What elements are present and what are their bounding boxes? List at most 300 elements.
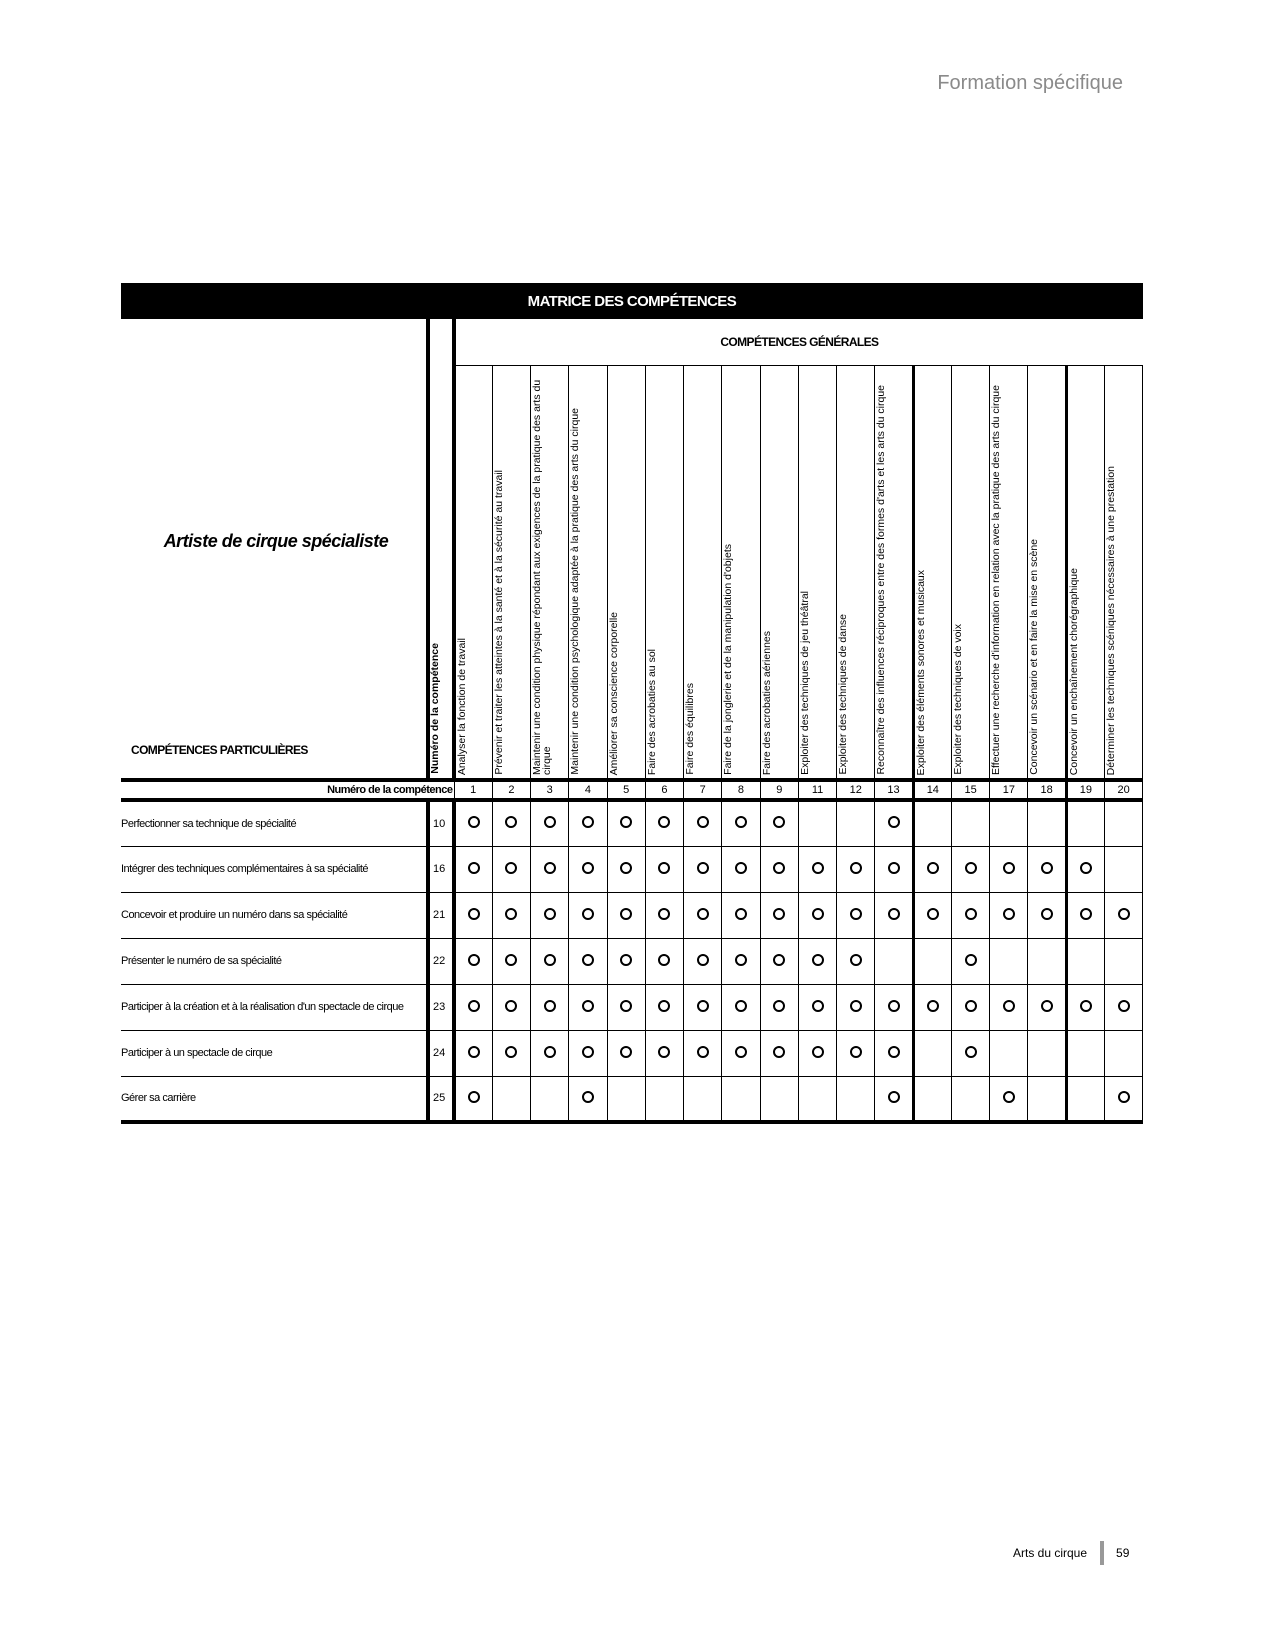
table-row <box>121 800 1143 846</box>
matrix-cell <box>569 846 607 892</box>
general-competency-header <box>875 365 913 780</box>
matrix-cell <box>875 1030 913 1076</box>
general-competency-label: Faire de la jonglerie et de la manipulation d'objets <box>722 544 735 775</box>
general-competency-header <box>607 365 645 780</box>
circle-mark-icon <box>544 1000 556 1012</box>
matrix-cell <box>837 1076 875 1122</box>
matrix-cell <box>1028 892 1066 938</box>
table-row <box>121 1030 1143 1076</box>
circle-mark-icon <box>658 908 670 920</box>
matrix-cell <box>454 892 492 938</box>
general-competencies-heading: COMPÉTENCES GÉNÉRALES <box>454 319 1143 365</box>
particular-competency-label: Participer à un spectacle de cirque <box>121 1030 428 1076</box>
matrix-cell <box>913 892 951 938</box>
particular-competency-label: Concevoir et produire un numéro dans sa spécialité <box>121 892 428 938</box>
circle-mark-icon <box>773 862 785 874</box>
particular-competency-number: 16 <box>428 846 454 892</box>
circle-mark-icon <box>888 1091 900 1103</box>
circle-mark-icon <box>468 908 480 920</box>
table-row <box>121 1076 1143 1122</box>
circle-mark-icon <box>582 1046 594 1058</box>
matrix-cell <box>913 1076 951 1122</box>
circle-mark-icon <box>965 954 977 966</box>
circle-mark-icon <box>965 1000 977 1012</box>
circle-mark-icon <box>927 908 939 920</box>
competency-number-row <box>121 780 1143 800</box>
matrix-cell <box>951 938 989 984</box>
general-competency-header <box>990 365 1028 780</box>
circle-mark-icon <box>620 1046 632 1058</box>
circle-mark-icon <box>697 816 709 828</box>
circle-mark-icon <box>1003 1091 1015 1103</box>
general-competency-number: 2 <box>492 780 530 800</box>
circle-mark-icon <box>812 1046 824 1058</box>
matrix-cell <box>722 938 760 984</box>
matrix-cell <box>684 938 722 984</box>
circle-mark-icon <box>582 954 594 966</box>
general-competency-number: 15 <box>951 780 989 800</box>
circle-mark-icon <box>544 816 556 828</box>
general-competency-label: Exploiter des techniques de jeu théâtral <box>798 591 811 775</box>
matrix-cell <box>722 846 760 892</box>
general-competency-header <box>722 365 760 780</box>
circle-mark-icon <box>697 908 709 920</box>
matrix-cell <box>492 1030 530 1076</box>
general-competency-label: Exploiter des techniques de danse <box>837 614 850 775</box>
particular-competency-label: Intégrer des techniques complémentaires à sa spécialité <box>121 846 428 892</box>
circle-mark-icon <box>965 908 977 920</box>
matrix-cell <box>454 1030 492 1076</box>
matrix-cell <box>760 846 798 892</box>
circle-mark-icon <box>468 862 480 874</box>
general-competency-number: 11 <box>798 780 836 800</box>
particular-competency-number: 24 <box>428 1030 454 1076</box>
matrix-cell <box>798 846 836 892</box>
circle-mark-icon <box>1080 908 1092 920</box>
circle-mark-icon <box>965 862 977 874</box>
matrix-cell <box>492 984 530 1030</box>
circle-mark-icon <box>468 1000 480 1012</box>
matrix-cell <box>837 1030 875 1076</box>
matrix-cell <box>684 892 722 938</box>
circle-mark-icon <box>658 1000 670 1012</box>
circle-mark-icon <box>1118 1000 1130 1012</box>
general-competency-label: Faire des acrobaties aériennes <box>760 630 773 775</box>
matrix-cell <box>569 1076 607 1122</box>
general-competency-number: 4 <box>569 780 607 800</box>
matrix-cell <box>607 892 645 938</box>
page-footer <box>1013 1541 1129 1565</box>
matrix-cell <box>531 846 569 892</box>
circle-mark-icon <box>544 862 556 874</box>
circle-mark-icon <box>582 1000 594 1012</box>
circle-mark-icon <box>620 816 632 828</box>
general-competency-header <box>684 365 722 780</box>
footer-divider <box>1100 1541 1104 1565</box>
matrix-cell <box>798 892 836 938</box>
circle-mark-icon <box>850 908 862 920</box>
circle-mark-icon <box>1118 908 1130 920</box>
particular-competency-label: Participer à la création et à la réalisation d'un spectacle de cirque <box>121 984 428 1030</box>
matrix-cell <box>760 1030 798 1076</box>
matrix-cell <box>569 800 607 846</box>
circle-mark-icon <box>965 1046 977 1058</box>
matrix-cell <box>1105 800 1143 846</box>
circle-mark-icon <box>468 954 480 966</box>
matrix-cell <box>913 984 951 1030</box>
general-competency-header <box>531 365 569 780</box>
matrix-cell <box>607 938 645 984</box>
general-competency-number: 19 <box>1066 780 1104 800</box>
table-row <box>121 846 1143 892</box>
circle-mark-icon <box>582 816 594 828</box>
circle-mark-icon <box>505 954 517 966</box>
matrix-cell <box>913 1030 951 1076</box>
matrix-cell <box>875 1076 913 1122</box>
particular-competency-label: Présenter le numéro de sa spécialité <box>121 938 428 984</box>
circle-mark-icon <box>697 1000 709 1012</box>
matrix-cell <box>722 984 760 1030</box>
matrix-cell <box>569 1030 607 1076</box>
circle-mark-icon <box>850 862 862 874</box>
matrix-cell <box>722 800 760 846</box>
general-competency-number: 8 <box>722 780 760 800</box>
matrix-cell <box>1028 800 1066 846</box>
matrix-cell <box>760 1076 798 1122</box>
circle-mark-icon <box>658 954 670 966</box>
particular-competencies-heading: COMPÉTENCES PARTICULIÈRES <box>131 743 308 757</box>
general-competency-label: Analyser la fonction de travail <box>456 637 468 775</box>
matrix-cell <box>760 938 798 984</box>
matrix-cell <box>607 1030 645 1076</box>
circle-mark-icon <box>1003 1000 1015 1012</box>
matrix-cell <box>875 800 913 846</box>
matrix-cell <box>798 938 836 984</box>
circle-mark-icon <box>468 816 480 828</box>
matrix-cell <box>951 846 989 892</box>
general-competency-number: 17 <box>990 780 1028 800</box>
circle-mark-icon <box>888 816 900 828</box>
circle-mark-icon <box>505 816 517 828</box>
matrix-cell <box>531 892 569 938</box>
matrix-cell <box>990 1030 1028 1076</box>
matrix-cell <box>1066 846 1104 892</box>
general-competency-label: Déterminer les techniques scéniques nécessaires à une prestation <box>1105 465 1118 775</box>
matrix-cell <box>569 938 607 984</box>
circle-mark-icon <box>735 1046 747 1058</box>
matrix-cell <box>454 938 492 984</box>
general-competency-label: Effectuer une recherche d'information en relation avec la pratique des arts du cirque <box>990 385 1003 775</box>
matrix-cell <box>875 846 913 892</box>
circle-mark-icon <box>544 908 556 920</box>
circle-mark-icon <box>850 1046 862 1058</box>
matrix-cell <box>798 800 836 846</box>
circle-mark-icon <box>735 908 747 920</box>
circle-mark-icon <box>505 1000 517 1012</box>
matrix-cell <box>760 892 798 938</box>
matrix-cell <box>1066 1076 1104 1122</box>
matrix-cell <box>492 938 530 984</box>
matrix-cell <box>722 1076 760 1122</box>
general-competency-number: 9 <box>760 780 798 800</box>
matrix-cell <box>990 846 1028 892</box>
matrix-cell <box>1066 1030 1104 1076</box>
circle-mark-icon <box>468 1046 480 1058</box>
matrix-cell <box>837 846 875 892</box>
matrix-cell <box>798 984 836 1030</box>
matrix-title: MATRICE DES COMPÉTENCES <box>121 283 1143 319</box>
general-competency-number: 20 <box>1105 780 1143 800</box>
general-competency-label: Exploiter des éléments sonores et musicaux <box>914 569 927 775</box>
matrix-cell <box>722 892 760 938</box>
general-competency-number: 6 <box>645 780 683 800</box>
matrix-cell <box>684 1030 722 1076</box>
general-competency-number: 13 <box>875 780 913 800</box>
circle-mark-icon <box>582 862 594 874</box>
circle-mark-icon <box>505 1046 517 1058</box>
circle-mark-icon <box>620 908 632 920</box>
circle-mark-icon <box>735 862 747 874</box>
circle-mark-icon <box>1080 1000 1092 1012</box>
matrix-cell <box>990 984 1028 1030</box>
matrix-cell <box>645 1030 683 1076</box>
competency-matrix <box>121 283 1143 1124</box>
matrix-cell <box>645 1076 683 1122</box>
matrix-cell <box>531 800 569 846</box>
particular-competency-label: Perfectionner sa technique de spécialité <box>121 800 428 846</box>
circle-mark-icon <box>812 908 824 920</box>
circle-mark-icon <box>1041 862 1053 874</box>
matrix-cell <box>607 984 645 1030</box>
circle-mark-icon <box>544 1046 556 1058</box>
circle-mark-icon <box>773 816 785 828</box>
circle-mark-icon <box>1080 862 1092 874</box>
general-competency-label: Exploiter des techniques de voix <box>951 624 964 775</box>
general-competency-label: Maintenir une condition physique répondant aux exigences de la pratique des arts du cirque <box>531 379 554 775</box>
matrix-cell <box>454 984 492 1030</box>
circle-mark-icon <box>773 1046 785 1058</box>
page-number: 59 <box>1116 1546 1130 1560</box>
circle-mark-icon <box>735 816 747 828</box>
matrix-cell <box>951 800 989 846</box>
matrix-cell <box>569 984 607 1030</box>
matrix-cell <box>990 938 1028 984</box>
matrix-cell <box>913 800 951 846</box>
matrix-cell <box>875 938 913 984</box>
job-title: Artiste de cirque spécialiste <box>163 531 389 551</box>
circle-mark-icon <box>850 1000 862 1012</box>
matrix-cell <box>760 800 798 846</box>
table-row <box>121 984 1143 1030</box>
matrix-cell <box>1105 984 1143 1030</box>
general-competency-header <box>837 365 875 780</box>
circle-mark-icon <box>812 862 824 874</box>
matrix-cell <box>1105 1030 1143 1076</box>
circle-mark-icon <box>927 862 939 874</box>
circle-mark-icon <box>773 908 785 920</box>
matrix-cell <box>951 984 989 1030</box>
matrix-cell <box>607 1076 645 1122</box>
general-competency-label: Améliorer sa conscience corporelle <box>607 611 620 775</box>
matrix-cell <box>1028 846 1066 892</box>
general-competency-header <box>1028 365 1066 780</box>
matrix-cell <box>1066 984 1104 1030</box>
table-row <box>121 892 1143 938</box>
matrix-title-row <box>121 283 1143 319</box>
circle-mark-icon <box>620 1000 632 1012</box>
number-column-header <box>428 319 454 780</box>
matrix-cell <box>990 1076 1028 1122</box>
matrix-cell <box>837 800 875 846</box>
matrix-cell <box>684 984 722 1030</box>
matrix-cell <box>1066 892 1104 938</box>
circle-mark-icon <box>1041 908 1053 920</box>
circle-mark-icon <box>468 1091 480 1103</box>
matrix-cell <box>607 800 645 846</box>
circle-mark-icon <box>658 816 670 828</box>
circle-mark-icon <box>812 954 824 966</box>
matrix-cell <box>645 938 683 984</box>
row-header-area <box>121 319 428 780</box>
matrix-cell <box>990 800 1028 846</box>
general-competency-header <box>645 365 683 780</box>
matrix-cell <box>990 892 1028 938</box>
matrix-cell <box>837 984 875 1030</box>
general-competency-header <box>760 365 798 780</box>
particular-competency-number: 25 <box>428 1076 454 1122</box>
general-competency-number: 14 <box>913 780 951 800</box>
matrix-cell <box>645 892 683 938</box>
matrix-cell <box>684 846 722 892</box>
circle-mark-icon <box>582 1091 594 1103</box>
general-competency-number: 18 <box>1028 780 1066 800</box>
matrix-cell <box>684 800 722 846</box>
matrix-cell <box>798 1076 836 1122</box>
matrix-cell <box>913 938 951 984</box>
matrix-cell <box>492 846 530 892</box>
general-competency-header <box>492 365 530 780</box>
circle-mark-icon <box>658 862 670 874</box>
matrix-cell <box>645 800 683 846</box>
matrix-cell <box>454 846 492 892</box>
matrix-cell <box>722 1030 760 1076</box>
matrix-cell <box>531 1076 569 1122</box>
matrix-cell <box>760 984 798 1030</box>
circle-mark-icon <box>850 954 862 966</box>
particular-competency-number: 22 <box>428 938 454 984</box>
general-competency-label: Concevoir un scénario et en faire la mise en scène <box>1028 539 1041 775</box>
circle-mark-icon <box>812 1000 824 1012</box>
general-competency-number: 7 <box>684 780 722 800</box>
circle-mark-icon <box>658 1046 670 1058</box>
circle-mark-icon <box>697 954 709 966</box>
circle-mark-icon <box>544 954 556 966</box>
matrix-cell <box>1028 1030 1066 1076</box>
matrix-cell <box>569 892 607 938</box>
circle-mark-icon <box>888 1000 900 1012</box>
circle-mark-icon <box>582 908 594 920</box>
matrix-cell <box>531 938 569 984</box>
general-competency-header <box>1105 365 1143 780</box>
matrix-cell <box>1028 1076 1066 1122</box>
general-competency-header <box>913 365 951 780</box>
general-competency-header <box>1066 365 1104 780</box>
general-competency-label: Maintenir une condition psychologique adaptée à la pratique des arts du cirque <box>569 408 582 775</box>
general-competency-number: 12 <box>837 780 875 800</box>
matrix-cell <box>1105 892 1143 938</box>
matrix-cell <box>1066 938 1104 984</box>
matrix-cell <box>645 846 683 892</box>
running-head: Formation spécifique <box>937 72 1123 94</box>
circle-mark-icon <box>505 908 517 920</box>
number-row-label: Numéro de la compétence <box>121 780 454 800</box>
matrix-cell <box>454 800 492 846</box>
circle-mark-icon <box>1041 1000 1053 1012</box>
matrix-cell <box>1105 1076 1143 1122</box>
general-competency-label: Reconnaître des influences réciproques entre des formes d'arts et les arts du cirque <box>875 385 888 775</box>
matrix-cell <box>837 938 875 984</box>
table-row <box>121 938 1143 984</box>
circle-mark-icon <box>735 1000 747 1012</box>
matrix-cell <box>798 1030 836 1076</box>
particular-competency-number: 10 <box>428 800 454 846</box>
general-competency-label: Faire des équilibres <box>684 683 697 775</box>
circle-mark-icon <box>697 862 709 874</box>
general-competency-number: 1 <box>454 780 492 800</box>
particular-competency-number: 21 <box>428 892 454 938</box>
circle-mark-icon <box>1003 908 1015 920</box>
footer-section: Arts du cirque <box>1013 1546 1088 1560</box>
matrix-cell <box>951 1030 989 1076</box>
circle-mark-icon <box>505 862 517 874</box>
general-competency-header <box>569 365 607 780</box>
matrix-cell <box>607 846 645 892</box>
matrix-cell <box>875 892 913 938</box>
general-competency-label: Prévenir et traiter les atteintes à la santé et à la sécurité au travail <box>492 470 505 775</box>
matrix-cell <box>454 1076 492 1122</box>
matrix-cell <box>1105 846 1143 892</box>
matrix-cell <box>531 1030 569 1076</box>
circle-mark-icon <box>888 908 900 920</box>
circle-mark-icon <box>927 1000 939 1012</box>
circle-mark-icon <box>697 1046 709 1058</box>
matrix-cell <box>684 1076 722 1122</box>
general-competency-label: Concevoir un enchaînement chorégraphique <box>1067 567 1080 775</box>
general-competency-header <box>798 365 836 780</box>
circle-mark-icon <box>1003 862 1015 874</box>
matrix-cell <box>492 1076 530 1122</box>
matrix-cell <box>875 984 913 1030</box>
matrix-cell <box>492 800 530 846</box>
circle-mark-icon <box>773 954 785 966</box>
particular-competency-number: 23 <box>428 984 454 1030</box>
matrix-cell <box>951 892 989 938</box>
circle-mark-icon <box>1118 1091 1130 1103</box>
circle-mark-icon <box>888 1046 900 1058</box>
circle-mark-icon <box>773 1000 785 1012</box>
circle-mark-icon <box>620 954 632 966</box>
general-competency-header <box>454 365 492 780</box>
circle-mark-icon <box>735 954 747 966</box>
matrix-cell <box>531 984 569 1030</box>
matrix-cell <box>913 846 951 892</box>
general-competency-header <box>951 365 989 780</box>
general-competency-number: 3 <box>531 780 569 800</box>
particular-competency-label: Gérer sa carrière <box>121 1076 428 1122</box>
matrix-cell <box>1028 938 1066 984</box>
matrix-cell <box>645 984 683 1030</box>
matrix-cell <box>492 892 530 938</box>
